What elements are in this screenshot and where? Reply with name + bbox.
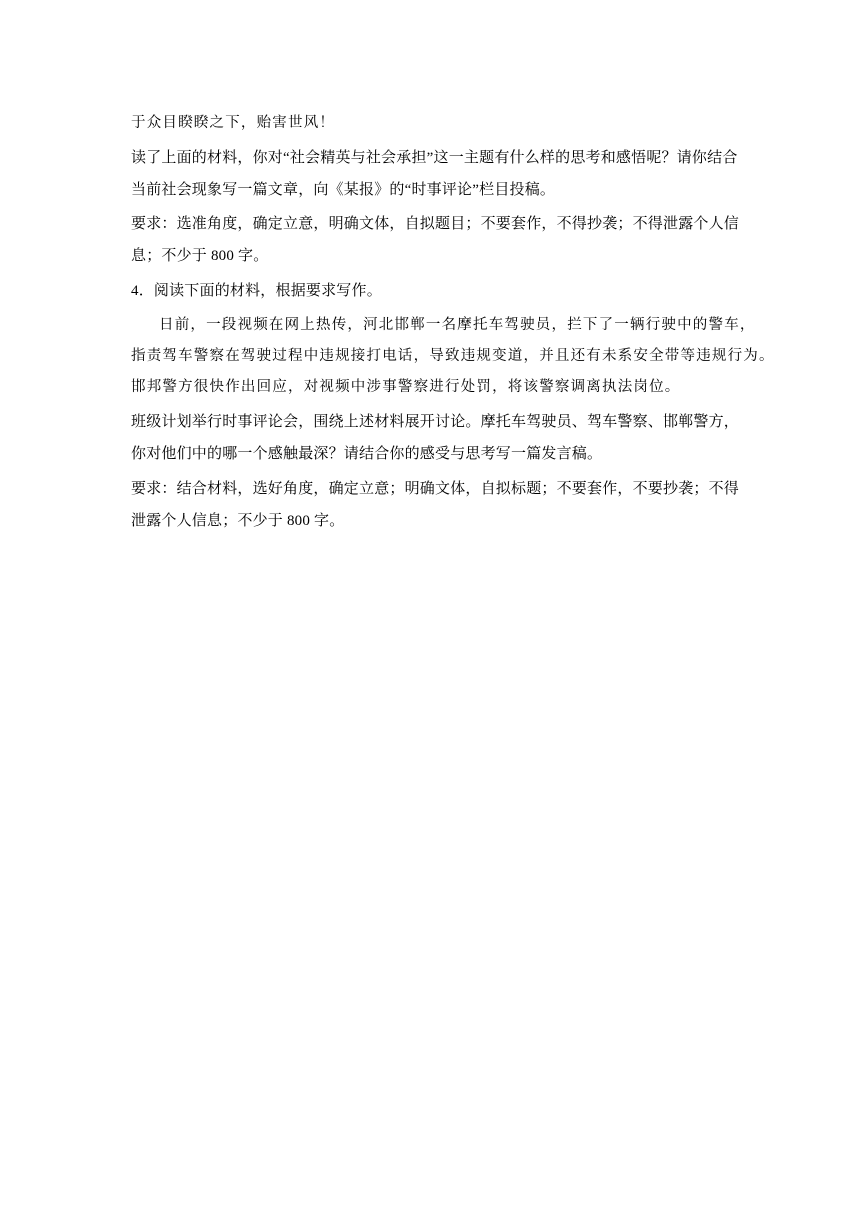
requirement-4-line-1: 要求：结合材料，选好角度，确定立意；明确文体，自拟标题；不要套作，不要抄袭；不得 — [131, 481, 740, 497]
requirement-line-2: 息；不少于 800 字。 — [131, 248, 269, 264]
requirement-4-line-2: 泄露个人信息；不少于 800 字。 — [131, 513, 345, 529]
prompt-line-1: 读了上面的材料，你对“社会精英与社会承担”这一主题有什么样的思考和感悟呢？请你结合 — [131, 150, 738, 166]
task-line-2: 你对他们中的哪一个感触最深？请结合你的感受与思考写一篇发言稿。 — [131, 446, 603, 462]
question-4-heading: 4．阅读下面的材料，根据要求写作。 — [131, 283, 382, 299]
prompt-line-2: 当前社会现象写一篇文章，向《某报》的“时事评论”栏目投稿。 — [131, 182, 556, 198]
material-line-3: 邯邦警方很快作出回应，对视频中涉事警察进行处罚，将该警察调离执法岗位。 — [131, 379, 681, 395]
requirement-line-1: 要求：选准角度，确定立意，明确文体，自拟题目；不要套作，不得抄袭；不得泄露个人信 — [131, 216, 740, 232]
material-line-1: 日前，一段视频在网上热传，河北邯郸一名摩托车驾驶员，拦下了一辆行驶中的警车， — [159, 317, 756, 333]
material-closing-line: 于众目睽睽之下，贻害世风！ — [131, 115, 336, 131]
task-line-1: 班级计划举行时事评论会，围绕上述材料展开讨论。摩托车驾驶员、驾车警察、邯郸警方， — [131, 414, 740, 430]
material-line-2: 指责驾车警察在驾驶过程中违规接打电话，导致违规变道，并且还有未系安全带等违规行为。 — [131, 348, 775, 364]
